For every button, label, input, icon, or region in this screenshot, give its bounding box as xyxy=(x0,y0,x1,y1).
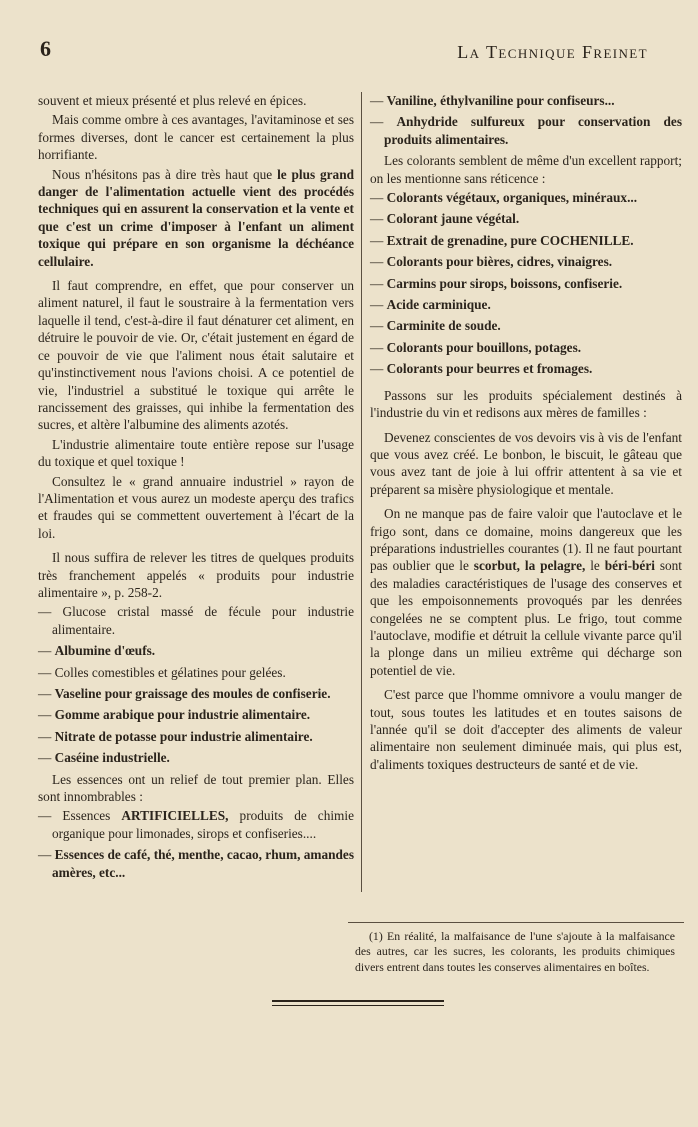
footnote: (1) En réalité, la malfaisance de l'une s'ajoute à la malfaisance des autres, car les sucres, les colorants, les produits chimiques divers entrent dans toutes les conserves alimentaires en boîtes. xyxy=(355,929,675,974)
list-item: — Extrait de grenadine, pure COCHENILLE. xyxy=(370,232,634,248)
left-column xyxy=(38,92,354,885)
paragraph: Il faut comprendre, en effet, que pour conserver un aliment naturel, il faut le soustraire à la fermentation vers laquelle il tend, c'est-à-dire il faut dénaturer cet aliment, en détruire le pouvoir de vie. Or, c'était justement en égard de ce pouvoir de vie que l'aliment nous était salutaire et qu'instinctivement nous l'avions choisi. A ce potentiel de vie, l'industriel a substitué le toxique qui arrête le rancissement des graisses, qui inhibe la fermentation des sucres, et altère l'albumine des aliments azotés. xyxy=(38,278,354,433)
list-item: — Colorant jaune végétal. xyxy=(370,211,520,227)
list-item: — Albumine d'œufs. xyxy=(38,643,156,659)
list-item: — Colles comestibles et gélatines pour gelées. xyxy=(38,664,286,680)
end-rule-thin xyxy=(272,1005,444,1006)
paragraph: Consultez le « grand annuaire industriel » rayon de l'Alimentation et vous aurez un modeste aperçu des trafics et fraudes qui se commettent ouvertement à l'écart de la loi. xyxy=(38,473,354,541)
list-item: — Colorants pour bouillons, potages. xyxy=(370,339,582,355)
running-title: La Technique Freinet xyxy=(457,42,648,62)
list-item: — Colorants pour bières, cidres, vinaigres. xyxy=(370,254,613,270)
list-item: — Colorants végétaux, organiques, minéraux... xyxy=(370,190,638,206)
paragraph: Passons sur les produits spécialement destinés à l'industrie du vin et redisons aux mères de familles : xyxy=(370,387,682,421)
list-item: — Caséine industrielle. xyxy=(38,750,170,766)
paragraph: C'est parce que l'homme omnivore a voulu manger de tout, sous toutes les latitudes et en toutes saisons de l'année qu'il se doit d'accepter des aliments de valeur alimentaire non seulement diminuée mais, qui plus est, d'aliments toxiques destructeurs de santé et de vie. xyxy=(370,687,682,772)
paragraph: On ne manque pas de faire valoir que l'autoclave et le frigo sont, dans ce domaine, moins dangereux que les préparations industrielles courantes (1). Il ne faut pourtant pas oublier que le scorbut, la pelagre, le béri-béri sont des maladies caractéristiques de l'usage des conserves et que les empoisonnements provoqués par les denrées congelées ne se comptent plus. Le frigo, tout comme l'autoclave, modifie et détruit la cellule vivante parce qu'il la plonge dans un milieu extrême qui décharge son potentiel de vie. xyxy=(370,506,682,678)
paragraph: Devenez conscientes de vos devoirs vis à vis de l'enfant que vous avez créé. Le bonbon, le biscuit, le gâteau que vous avez tant de joie à lui offrir attentent à sa vie et préparent sa misère physiologique et mentale. xyxy=(370,429,682,497)
paragraph: Nous n'hésitons pas à dire très haut que le plus grand danger de l'alimentation actuelle vient des procédés techniques qui en assurent la conservation et la vente et que c'est un crime d'imposer à l'enfant un aliment toxique qui prépare en son organisme la déchéance cellulaire. xyxy=(38,166,354,269)
footnote-divider xyxy=(348,922,684,923)
paragraph: Mais comme ombre à ces avantages, l'avitaminose et ses formes diverses, dont le cancer est certainement la plus horrifiante. xyxy=(38,112,354,163)
page-header xyxy=(38,36,660,72)
column-divider xyxy=(361,92,362,892)
list-item: — Vaniline, éthylvaniline pour confiseurs... xyxy=(370,93,615,108)
right-column xyxy=(370,92,682,775)
paragraph: Les essences ont un relief de tout premier plan. Elles sont innombrables : xyxy=(38,771,354,805)
list-item: — Colorants pour beurres et fromages. xyxy=(370,361,593,377)
paragraph: L'industrie alimentaire toute entière repose sur l'usage du toxique et quel toxique ! xyxy=(38,436,354,470)
list-item: — Vaseline pour graissage des moules de confiserie. xyxy=(38,686,331,701)
list-item: — Essences de café, thé, menthe, cacao, rhum, amandes amères, etc... xyxy=(38,847,354,880)
list-item: — Acide carminique. xyxy=(370,297,491,313)
paragraph: Il nous suffira de relever les titres de quelques produits très franchement appelés « produits pour industrie alimentaire », p. 258-2. xyxy=(38,550,354,600)
page-number: 6 xyxy=(40,36,51,61)
list-item: — Nitrate de potasse pour industrie alimentaire. xyxy=(38,728,313,744)
list-item: — Carminite de soude. xyxy=(370,318,501,334)
list-item: — Carmins pour sirops, boissons, confiserie. xyxy=(370,275,623,291)
list-item: — Glucose cristal massé de fécule pour industrie alimentaire. xyxy=(38,604,355,637)
paragraph: Les colorants semblent de même d'un excellent rapport; on les mentionne sans réticence : xyxy=(370,153,682,186)
list-item: — Gomme arabique pour industrie alimentaire. xyxy=(38,707,311,723)
list-item: — Anhydride sulfureux pour conservation des produits alimentaires. xyxy=(370,114,683,147)
end-rule xyxy=(272,1000,444,1002)
list-item: — Essences ARTIFICIELLES, produits de chimie organique pour limonades, sirops et confiseries.... xyxy=(38,808,354,841)
paragraph: souvent et mieux présenté et plus relevé en épices. xyxy=(38,93,307,108)
